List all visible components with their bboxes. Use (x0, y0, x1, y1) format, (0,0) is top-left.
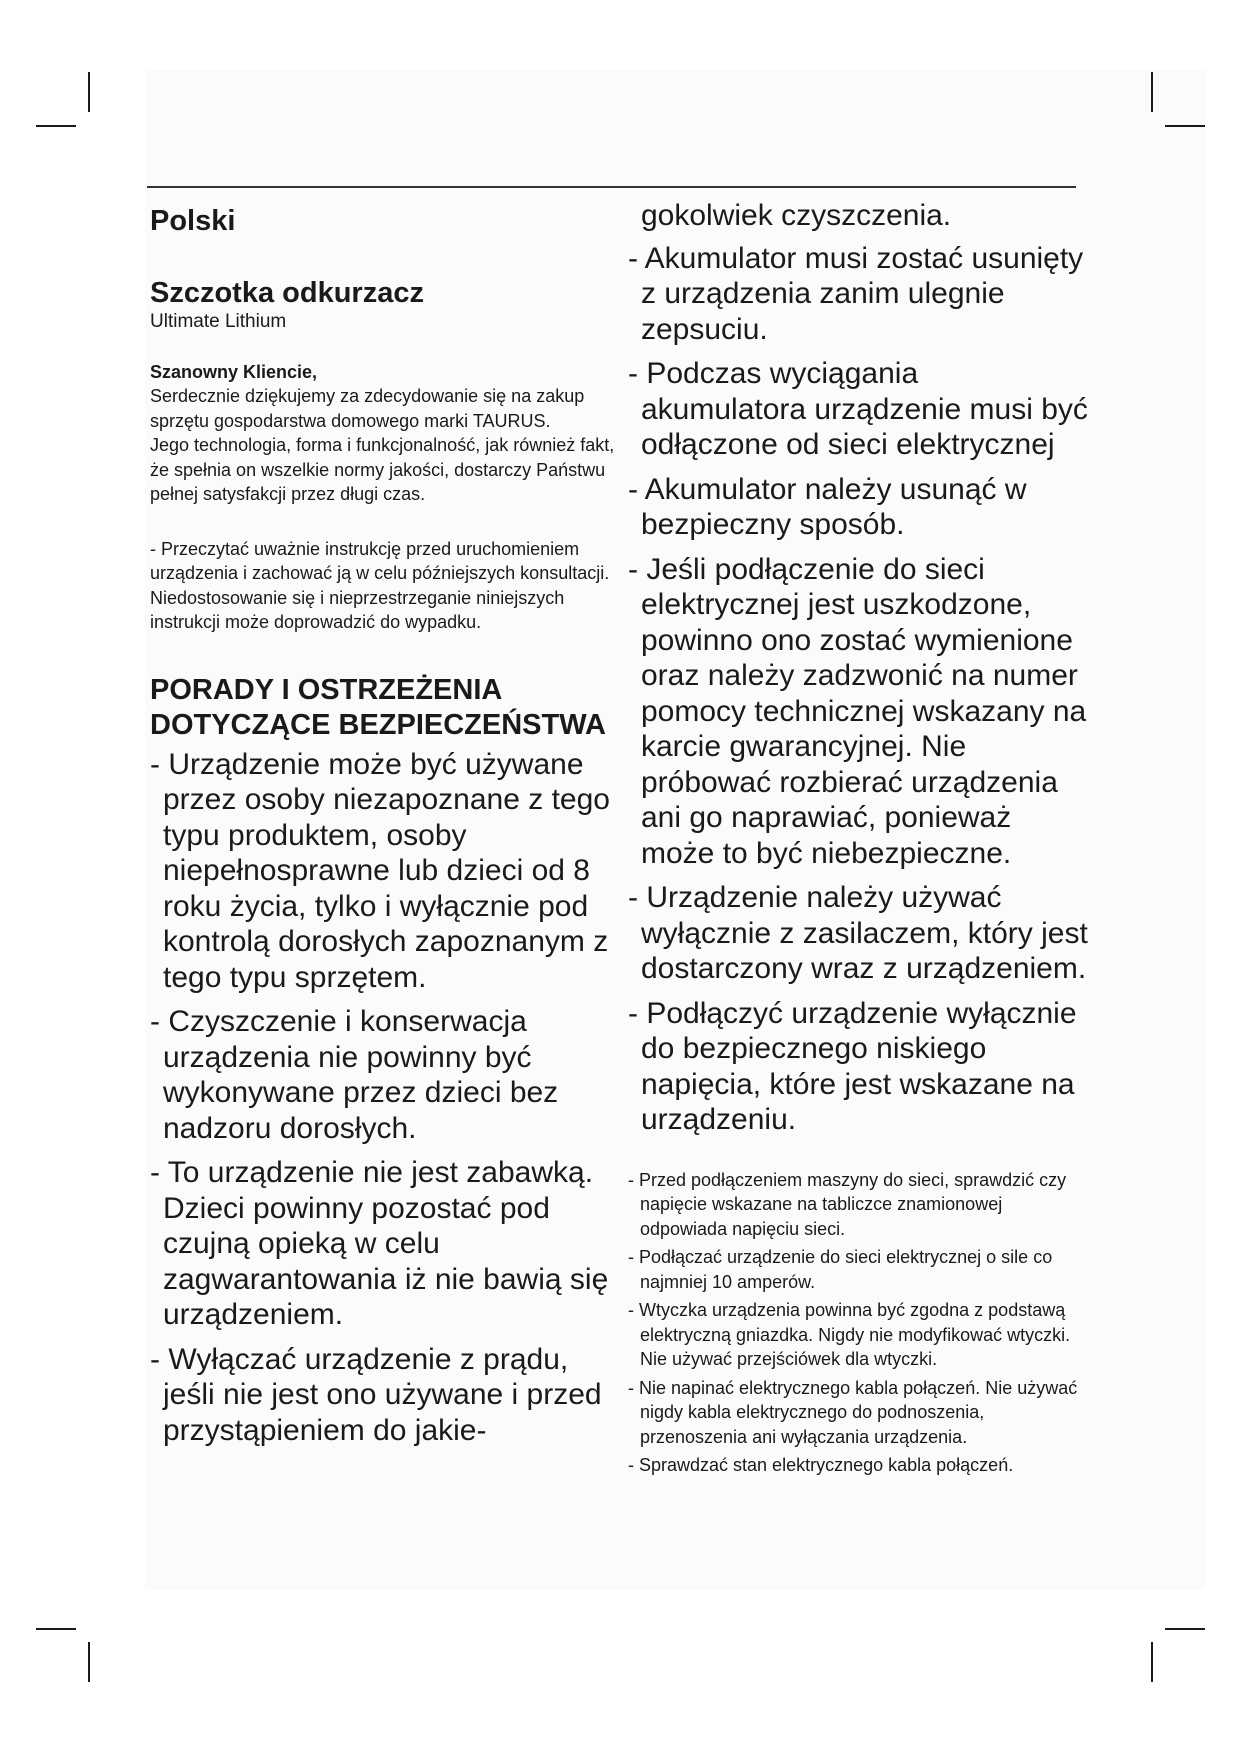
crop-mark-top-left-v (88, 72, 90, 112)
intro-paragraph-1: Serdecznie dziękujemy za zdecydowanie się na zakup sprzętu gospodarstwa domowego marki TAURUS. (150, 386, 585, 431)
list-item: - Czyszczenie i konserwacja urządzenia nie powinny być wykonywane przez dzieci bez nadzoru dorosłych. (150, 1005, 559, 1145)
header-rule (147, 186, 1076, 188)
list-item: - Sprawdzać stan elektrycznego kabla połączeń. (628, 1455, 1014, 1475)
crop-mark-bottom-right-h (1165, 1628, 1205, 1630)
crop-mark-top-right-v (1151, 72, 1153, 112)
list-item: - Podczas wyciągania akumulatora urządzenie musi być odłączone od sieci elektrycznej (628, 357, 1088, 461)
crop-mark-top-right-h (1165, 125, 1205, 127)
list-item: - Podłączyć urządzenie wyłącznie do bezpiecznego niskiego napięcia, które jest wskazane na urządzeniu. (628, 996, 1077, 1136)
safety-list-left (150, 747, 620, 1449)
read-instructions-notice: - Przeczytać uważnie instrukcję przed uruchomieniem urządzenia i zachować ją w celu późniejszych konsultacji. Niedostosowanie się i nieprzestrzeganie niniejszych instrukcji może doprowadzić do wypadku. (150, 538, 610, 632)
model-name: Ultimate Lithium (150, 311, 287, 332)
list-item: - Akumulator musi zostać usunięty z urządzenia zanim ulegnie zepsuciu. (628, 241, 1084, 346)
crop-mark-top-left-h (36, 125, 76, 127)
list-item: - Akumulator należy usunąć w bezpieczny sposób. (628, 472, 1027, 541)
list-item: - Wyłączać urządzenie z prądu, jeśli nie jest ono używane i przed przystąpieniem do jakie- (150, 1342, 602, 1447)
list-item: - Urządzenie może być używane przez osoby niezapoznane z tego typu produktem, osoby niepełnosprawne lub dzieci od 8 roku życia, tylko i wyłącznie pod kontrolą dorosłych zapoznanym z tego typu sprzętem. (150, 747, 610, 994)
list-item: - Wtyczka urządzenia powinna być zgodna z podstawą elektryczną gniazdka. Nigdy nie modyfikować wtyczki. Nie używać przejściówek dla wtyczki. (628, 1300, 1071, 1369)
electrical-safety-list (628, 1168, 1088, 1478)
crop-mark-bottom-left-v (88, 1642, 90, 1682)
list-item: - Podłączać urządzenie do sieci elektrycznej o sile co najmniej 10 amperów. (628, 1247, 1053, 1292)
left-column (150, 198, 620, 1457)
list-item: - To urządzenie nie jest zabawką. Dzieci powinny pozostać pod czujną opieką w celu zagwarantowania iż nie bawią się urządzeniem. (150, 1156, 609, 1331)
list-item: - Nie napinać elektrycznego kabla połączeń. Nie używać nigdy kabla elektrycznego do podnoszenia, przenoszenia ani wyłączania urządzenia. (628, 1377, 1078, 1447)
language-title: Polski (150, 205, 236, 237)
list-item: - Urządzenie należy używać wyłącznie z zasilaczem, który jest dostarczony wraz z urządzeniem. (628, 881, 1088, 985)
product-title: Szczotka odkurzacz (150, 277, 424, 309)
list-item: - Przed podłączeniem maszyny do sieci, sprawdzić czy napięcie wskazane na tabliczce znamionowej odpowiada napięciu sieci. (628, 1169, 1067, 1239)
safety-list-right (628, 241, 1088, 1138)
safety-heading: PORADY I OSTRZEŻENIA DOTYCZĄCE BEZPIECZEŃSTWA (150, 673, 606, 741)
list-item: - Jeśli podłączenie do sieci elektrycznej jest uszkodzone, powinno ono zostać wymienione oraz należy zadzwonić na numer pomocy technicznej wskazany na karcie gwarancyjnej. Nie próbować rozbierać urządzenia ani go naprawiać, ponieważ może to być niebezpieczne. (628, 552, 1087, 870)
crop-mark-bottom-right-v (1151, 1642, 1153, 1682)
right-column (628, 198, 1088, 1482)
intro-paragraph-2: Jego technologia, forma i funkcjonalność, jak również fakt, że spełnia on wszelkie normy jakości, dostarczy Państwu pełnej satysfakcji przez długi czas. (150, 435, 615, 504)
crop-mark-bottom-left-h (36, 1628, 76, 1630)
greeting: Szanowny Kliencie, (150, 362, 318, 382)
continued-text: gokolwiek czyszczenia. (641, 199, 952, 232)
